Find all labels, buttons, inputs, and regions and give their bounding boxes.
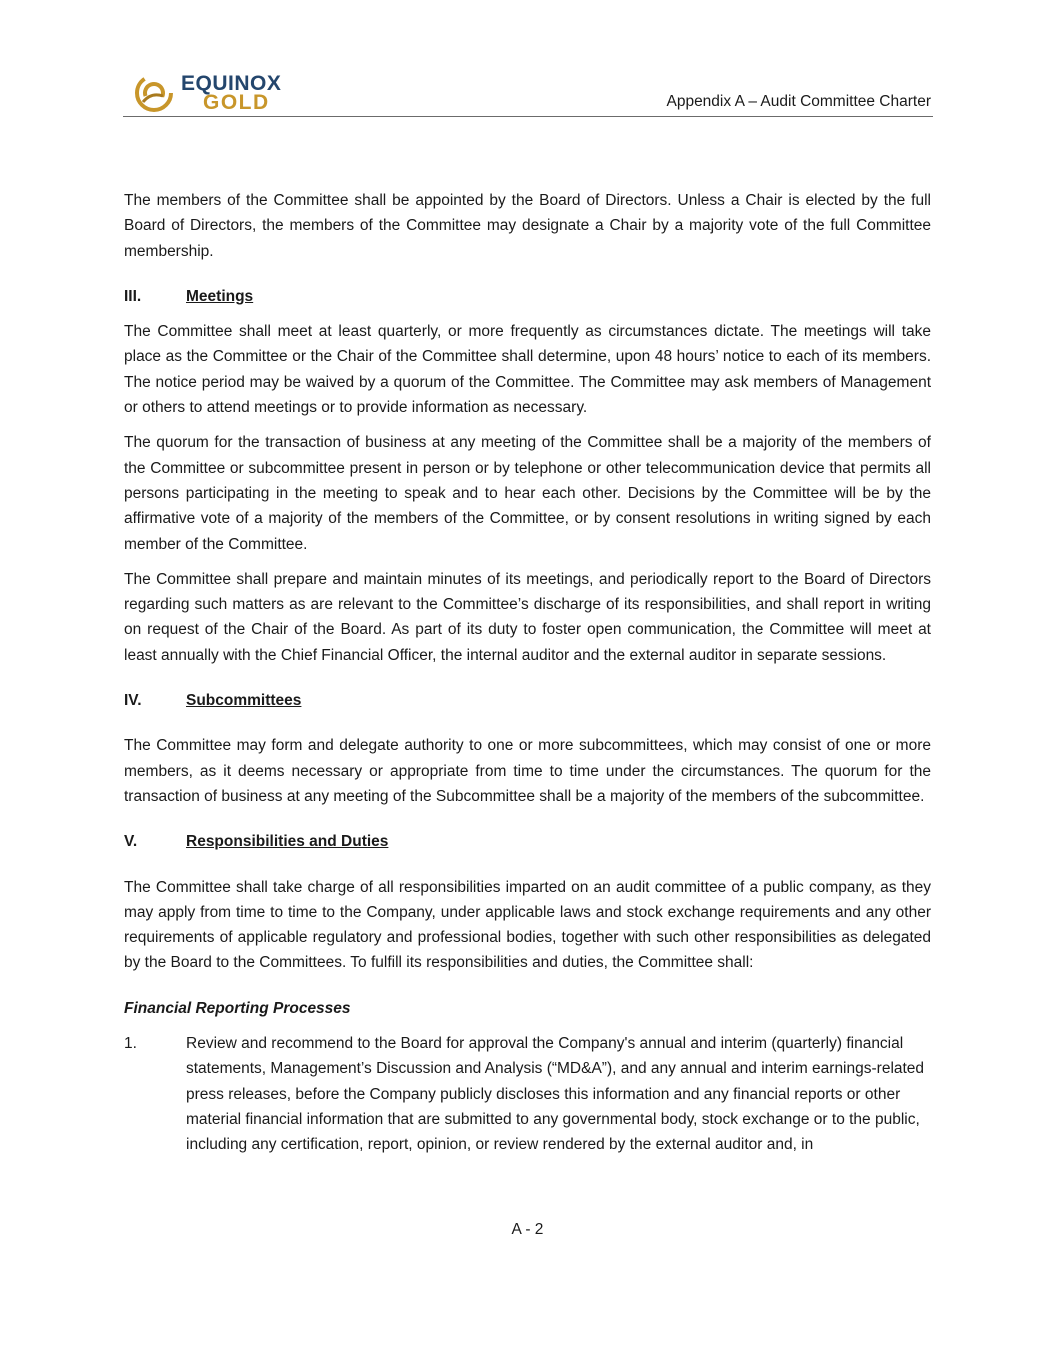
document-title: Appendix A – Audit Committee Charter (666, 93, 931, 110)
section-heading-responsibilities (124, 829, 931, 854)
equinox-swirl-icon (133, 72, 175, 114)
section-title: Responsibilities and Duties (186, 833, 389, 851)
list-item-text: Review and recommend to the Board for approval the Company's annual and interim (quarterly) financial statements, Management’s Discussion and Analysis (“MD&A”), and any annual and interim earnings-related press releases, before the Company publicly discloses this information and any financial reports or other material financial information that are submitted to any governmental body, stock exchange or to the public, including any certification, report, opinion, or review rendered by the external auditor and, in (186, 1035, 925, 1154)
subcommittees-paragraph-1: The Committee may form and delegate authority to one or more subcommittees, which may consist of one or more members, as it deems necessary or appropriate from time to time under the circumstances. The quorum for the transaction of business at any meeting of the Subcommittee shall be a majority of the members of the subcommittee. (124, 737, 931, 805)
section-heading-meetings (124, 284, 931, 309)
logo-word-equinox: EQUINOX (181, 72, 282, 95)
section-number: III. (124, 287, 142, 305)
intro-paragraph: The members of the Committee shall be appointed by the Board of Directors. Unless a Chair is elected by the full Board of Directors, the members of the Committee may designate a Chair by a majority vote of the full Committee membership. (124, 192, 931, 260)
meetings-paragraph-2: The quorum for the transaction of business at any meeting of the Committee shall be a majority of the members of the Committee or subcommittee present in person or by telephone or other telecommunication device that permits all persons participating in the meeting to speak and to hear each other. Decisions by the Committee will be by the affirmative vote of a majority of the members of the Committee, or by consent resolutions in writing signed by each member of the Committee. (124, 434, 931, 553)
logo-word-gold: GOLD (203, 91, 270, 114)
section-title: Subcommittees (186, 692, 302, 710)
section-number: IV. (124, 692, 142, 710)
section-title: Meetings (186, 287, 254, 305)
page-number: A - 2 (511, 1221, 544, 1238)
section-heading-subcommittees (124, 688, 931, 713)
responsibilities-paragraph-1: The Committee shall take charge of all responsibilities imparted on an audit committee of a public company, as they may apply from time to time to the Company, under applicable laws and stock exchange requirements and any other requirements of applicable regulatory and professional bodies, together with such other responsibilities as delegated by the Board to the Committees. To fulfill its responsibilities and duties, the Committee shall: (124, 878, 931, 972)
section-number: V. (124, 833, 138, 851)
page-header (123, 68, 933, 117)
meetings-paragraph-1: The Committee shall meet at least quarterly, or more frequently as circumstances dictate. The meetings will take place as the Committee or the Chair of the Committee shall determine, upon 48 hours’ notice to each of its members. The notice period may be waived by a quorum of the Committee. The Committee may ask members of Management or others to attend meetings or to provide information as necessary. (124, 323, 931, 417)
company-logo (133, 70, 303, 114)
subheading-financial-reporting: Financial Reporting Processes (124, 999, 351, 1017)
meetings-paragraph-3: The Committee shall prepare and maintain minutes of its meetings, and periodically report to the Board of Directors regarding such matters as are relevant to the Committee’s discharge of its responsibilities, and shall report in writing on request of the Chair of the Board. As part of its duty to foster open communication, the Committee will meet at least annually with the Chief Financial Officer, the internal auditor and the external auditor in separate sessions. (124, 570, 931, 664)
list-item-number: 1. (124, 1035, 137, 1053)
document-body (124, 188, 931, 1158)
list-item (124, 1031, 931, 1157)
